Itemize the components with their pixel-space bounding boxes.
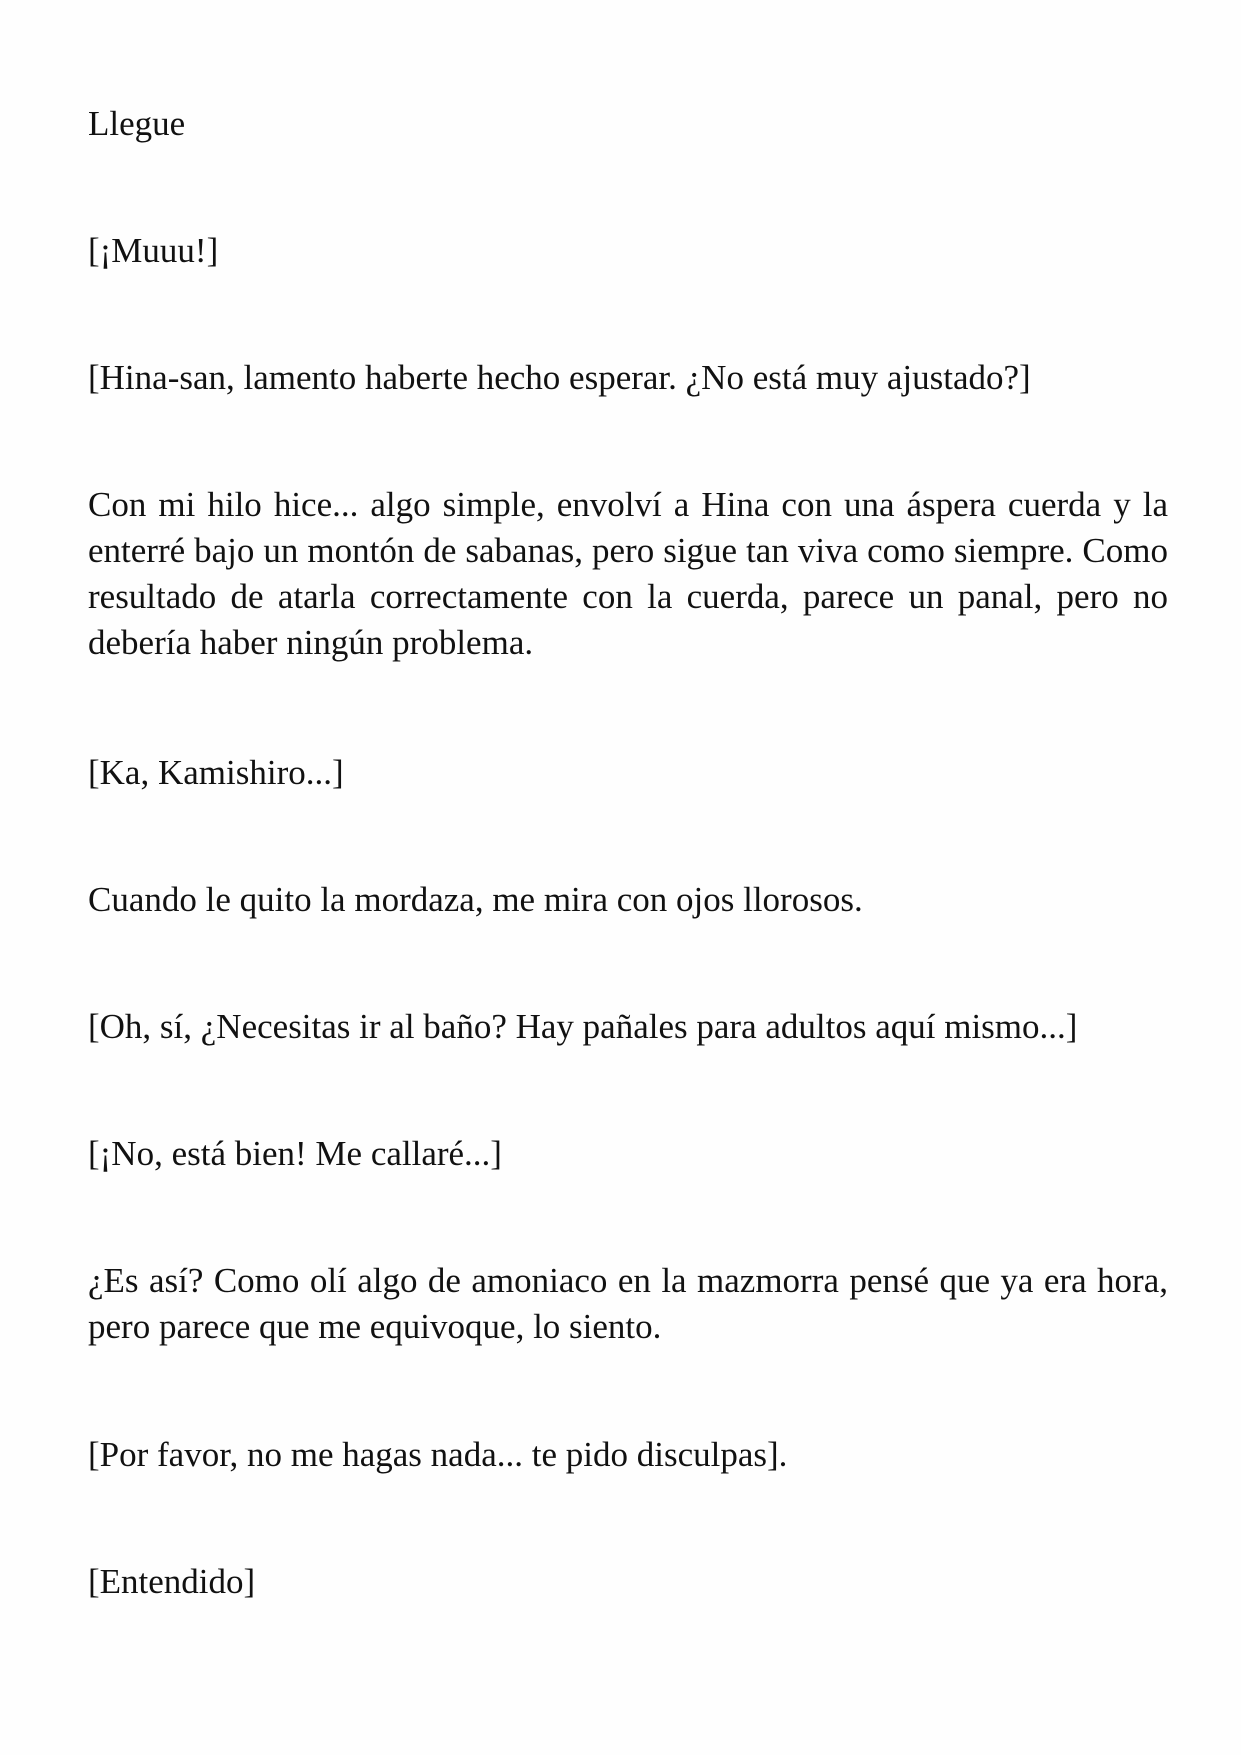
paragraph-dialogue: [Entendido] [88, 1562, 256, 1601]
paragraph-dialogue: [¡No, está bien! Me callaré...] [88, 1134, 502, 1173]
paragraph-narration: Llegue [88, 104, 186, 143]
paragraph-dialogue: [¡Muuu!] [88, 231, 219, 270]
paragraph-dialogue: [Por favor, no me hagas nada... te pido disculpas]. [88, 1435, 788, 1474]
paragraph-dialogue: [Oh, sí, ¿Necesitas ir al baño? Hay pañales para adultos aquí mismo...] [88, 1007, 1078, 1046]
paragraph-dialogue: [Ka, Kamishiro...] [88, 753, 344, 792]
paragraph-narration: Con mi hilo hice... algo simple, envolví a Hina con una áspera cuerda y la enterré bajo un montón de sabanas, pero sigue tan viva como siempre. Como resultado de atarla correctamente con la cuerda, parece un panal, pero no debería haber ningún problema. [88, 485, 1168, 662]
paragraph-narration: Cuando le quito la mordaza, me mira con ojos llorosos. [88, 880, 863, 919]
paragraph-narration: ¿Es así? Como olí algo de amoniaco en la mazmorra pensé que ya era hora, pero parece que me equivoque, lo siento. [88, 1261, 1168, 1346]
paragraph-dialogue: [Hina-san, lamento haberte hecho esperar. ¿No está muy ajustado?] [88, 358, 1031, 397]
